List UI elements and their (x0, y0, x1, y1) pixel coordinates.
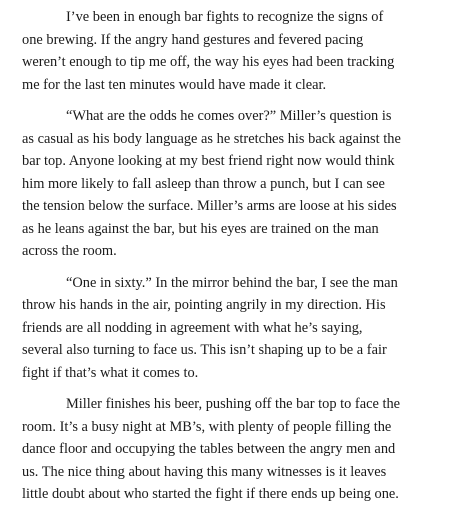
paragraph-millers-question: “What are the odds he comes over?” Miller’s question is as casual as his body language as he stretches his back against the bar top. Anyone looking at my best friend right now would think him more likely to fall asleep than throw a punch, but I can see the tension below the surface. Miller’s arms are loose at his sides as he leans against the bar, but his eyes are trained on the man across the room. (22, 108, 401, 259)
paragraph-one-in-sixty: “One in sixty.” In the mirror behind the bar, I see the man throw his hands in the air, pointing angrily in my direction. His friends are all nodding in agreement with what he’s saying, several also turning to face us. This isn’t shaping up to be a fair fight if that’s what it comes to. (22, 274, 398, 381)
document-page (22, 6, 402, 515)
paragraph-bar-fights: I’ve been in enough bar fights to recognize the signs of one brewing. If the angry hand gestures and fevered pacing weren’t enough to tip me off, the way his eyes had been tracking me for the last ten minutes would have made it clear. (22, 9, 395, 93)
paragraph-miller-finishes-beer: Miller finishes his beer, pushing off the bar top to face the room. It’s a busy night at MB’s, with plenty of people filling the dance floor and occupying the tables between the angry men and us. The nice thing about having this many witnesses is it leaves little doubt about who started the fight if there ends up being one. (22, 396, 401, 502)
